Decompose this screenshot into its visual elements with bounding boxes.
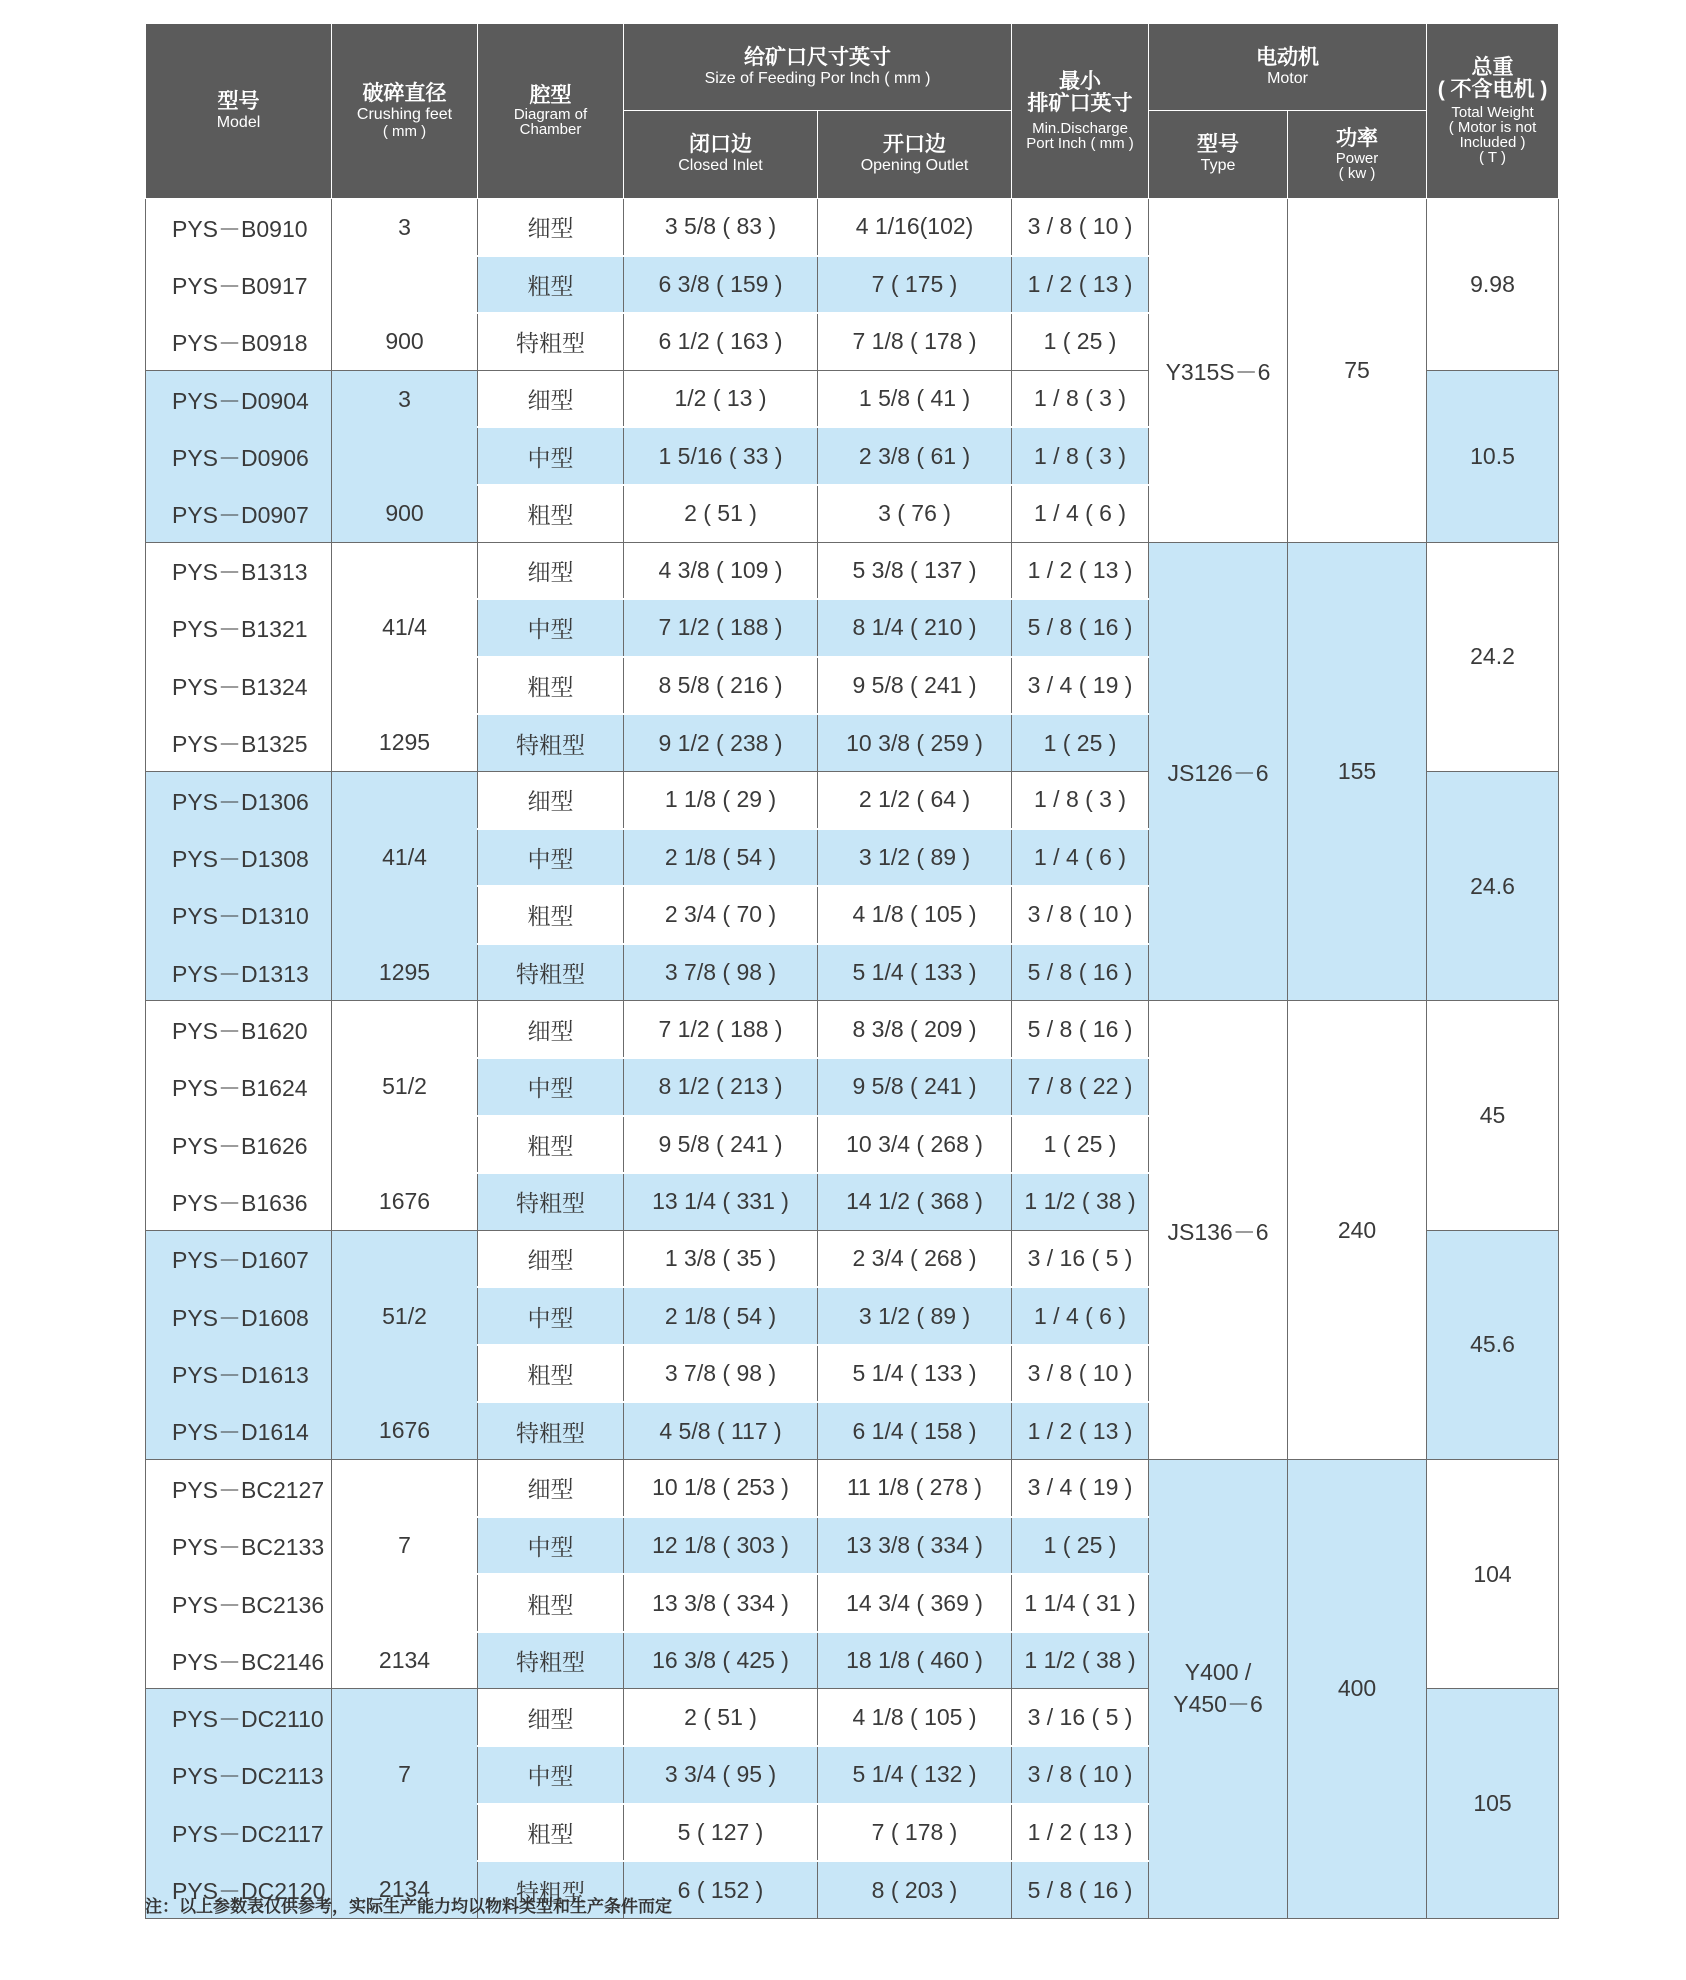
- min-discharge-cell: 3 / 8 ( 10 ): [1012, 886, 1149, 944]
- model-cell: PYS－D1306: [146, 771, 332, 828]
- total-weight-cell: 45.6: [1427, 1230, 1559, 1459]
- model-cell: PYS－BC2133: [146, 1517, 332, 1575]
- header-feeding-size: 给矿口尺寸英寸 Size of Feeding Por Inch ( mm ): [624, 24, 1012, 111]
- crushing-diameter-cell: 7: [332, 1517, 478, 1575]
- crushing-diameter-cell: 41/4: [332, 599, 478, 657]
- model-cell: PYS－B0910: [146, 199, 332, 256]
- model-cell: PYS－DC2117: [146, 1804, 332, 1862]
- crushing-diameter-cell: 51/2: [332, 1058, 478, 1116]
- header-motor-type: 型号 Type: [1149, 111, 1288, 199]
- crushing-diameter-cell: [332, 256, 478, 314]
- closed-inlet-cell: 8 1/2 ( 213 ): [624, 1058, 818, 1116]
- crushing-diameter-cell: [332, 1574, 478, 1632]
- chamber-cell: 中型: [478, 599, 624, 657]
- crushing-diameter-cell: [332, 1001, 478, 1058]
- header-min-discharge: 最小 排矿口英寸 Min.Discharge Port Inch ( mm ): [1012, 24, 1149, 199]
- total-weight-cell: 9.98: [1427, 199, 1559, 371]
- crushing-diameter-cell: [332, 1345, 478, 1403]
- chamber-cell: 特粗型: [478, 1632, 624, 1689]
- opening-outlet-cell: 1 5/8 ( 41 ): [818, 370, 1012, 427]
- crushing-diameter-cell: [332, 886, 478, 944]
- min-discharge-cell: 1 / 2 ( 13 ): [1012, 256, 1149, 314]
- chamber-cell: 细型: [478, 1001, 624, 1058]
- chamber-cell: 细型: [478, 370, 624, 427]
- min-discharge-cell: 1 1/4 ( 31 ): [1012, 1574, 1149, 1632]
- chamber-cell: 特粗型: [478, 1861, 624, 1918]
- min-discharge-cell: 3 / 4 ( 19 ): [1012, 657, 1149, 715]
- chamber-cell: 粗型: [478, 1345, 624, 1403]
- closed-inlet-cell: 7 1/2 ( 188 ): [624, 1001, 818, 1058]
- opening-outlet-cell: 2 3/4 ( 268 ): [818, 1230, 1012, 1287]
- opening-outlet-cell: 4 1/8 ( 105 ): [818, 1689, 1012, 1746]
- crushing-diameter-cell: 1295: [332, 944, 478, 1001]
- min-discharge-cell: 1 / 4 ( 6 ): [1012, 829, 1149, 887]
- table-row: [146, 542, 1559, 599]
- opening-outlet-cell: 13 3/8 ( 334 ): [818, 1517, 1012, 1575]
- min-discharge-cell: 1 / 2 ( 13 ): [1012, 542, 1149, 599]
- crushing-diameter-cell: [332, 771, 478, 828]
- crushing-diameter-cell: 41/4: [332, 829, 478, 887]
- chamber-cell: 细型: [478, 542, 624, 599]
- model-cell: PYS－D0907: [146, 485, 332, 542]
- min-discharge-cell: 1 / 2 ( 13 ): [1012, 1804, 1149, 1862]
- model-cell: PYS－BC2136: [146, 1574, 332, 1632]
- crushing-diameter-cell: 7: [332, 1746, 478, 1804]
- min-discharge-cell: 1 / 8 ( 3 ): [1012, 427, 1149, 485]
- opening-outlet-cell: 3 1/2 ( 89 ): [818, 829, 1012, 887]
- header-power: 功率 Power ( kw ): [1288, 111, 1427, 199]
- crushing-diameter-cell: 3: [332, 199, 478, 256]
- chamber-cell: 中型: [478, 1746, 624, 1804]
- opening-outlet-cell: 2 3/8 ( 61 ): [818, 427, 1012, 485]
- opening-outlet-cell: 5 1/4 ( 133 ): [818, 944, 1012, 1001]
- spec-table: [145, 23, 1559, 1919]
- model-cell: PYS－B1325: [146, 714, 332, 771]
- min-discharge-cell: 3 / 16 ( 5 ): [1012, 1689, 1149, 1746]
- opening-outlet-cell: 5 1/4 ( 133 ): [818, 1345, 1012, 1403]
- motor-type-cell: Y400 / Y450－6: [1149, 1460, 1288, 1919]
- min-discharge-cell: 1 ( 25 ): [1012, 1517, 1149, 1575]
- crushing-diameter-cell: 3: [332, 370, 478, 427]
- min-discharge-cell: 1 / 4 ( 6 ): [1012, 1287, 1149, 1345]
- header-closed-inlet: 闭口边 Closed Inlet: [624, 111, 818, 199]
- closed-inlet-cell: 4 3/8 ( 109 ): [624, 542, 818, 599]
- closed-inlet-cell: 13 3/8 ( 334 ): [624, 1574, 818, 1632]
- opening-outlet-cell: 4 1/16(102): [818, 199, 1012, 256]
- closed-inlet-cell: 1 1/8 ( 29 ): [624, 771, 818, 828]
- model-cell: PYS－DC2113: [146, 1746, 332, 1804]
- opening-outlet-cell: 7 ( 178 ): [818, 1804, 1012, 1862]
- model-cell: PYS－B0917: [146, 256, 332, 314]
- chamber-cell: 细型: [478, 771, 624, 828]
- model-cell: PYS－B1313: [146, 542, 332, 599]
- min-discharge-cell: 1 ( 25 ): [1012, 1116, 1149, 1174]
- model-cell: PYS－D1613: [146, 1345, 332, 1403]
- total-weight-cell: 45: [1427, 1001, 1559, 1230]
- opening-outlet-cell: 11 1/8 ( 278 ): [818, 1460, 1012, 1517]
- opening-outlet-cell: 4 1/8 ( 105 ): [818, 886, 1012, 944]
- chamber-cell: 粗型: [478, 1804, 624, 1862]
- min-discharge-cell: 5 / 8 ( 16 ): [1012, 944, 1149, 1001]
- min-discharge-cell: 5 / 8 ( 16 ): [1012, 1001, 1149, 1058]
- closed-inlet-cell: 2 ( 51 ): [624, 1689, 818, 1746]
- opening-outlet-cell: 14 1/2 ( 368 ): [818, 1173, 1012, 1230]
- closed-inlet-cell: 8 5/8 ( 216 ): [624, 657, 818, 715]
- closed-inlet-cell: 9 1/2 ( 238 ): [624, 714, 818, 771]
- crushing-diameter-cell: [332, 657, 478, 715]
- min-discharge-cell: 3 / 16 ( 5 ): [1012, 1230, 1149, 1287]
- opening-outlet-cell: 2 1/2 ( 64 ): [818, 771, 1012, 828]
- model-cell: PYS－D0906: [146, 427, 332, 485]
- motor-type-cell: JS136－6: [1149, 1001, 1288, 1460]
- model-cell: PYS－D1308: [146, 829, 332, 887]
- chamber-cell: 特粗型: [478, 313, 624, 370]
- crushing-diameter-cell: [332, 1116, 478, 1174]
- table-row: [146, 1460, 1559, 1517]
- min-discharge-cell: 5 / 8 ( 16 ): [1012, 599, 1149, 657]
- chamber-cell: 细型: [478, 199, 624, 256]
- crushing-diameter-cell: 1676: [332, 1173, 478, 1230]
- crushing-diameter-cell: [332, 1804, 478, 1862]
- chamber-cell: 特粗型: [478, 1402, 624, 1459]
- opening-outlet-cell: 18 1/8 ( 460 ): [818, 1632, 1012, 1689]
- header-chamber: 腔型 Diagram of Chamber: [478, 24, 624, 199]
- power-cell: 240: [1288, 1001, 1427, 1460]
- min-discharge-cell: 1 / 4 ( 6 ): [1012, 485, 1149, 542]
- chamber-cell: 特粗型: [478, 944, 624, 1001]
- closed-inlet-cell: 3 5/8 ( 83 ): [624, 199, 818, 256]
- model-cell: PYS－D0904: [146, 370, 332, 427]
- crushing-diameter-cell: 51/2: [332, 1287, 478, 1345]
- chamber-cell: 细型: [478, 1230, 624, 1287]
- closed-inlet-cell: 1/2 ( 13 ): [624, 370, 818, 427]
- min-discharge-cell: 3 / 8 ( 10 ): [1012, 199, 1149, 256]
- crushing-diameter-cell: [332, 1460, 478, 1517]
- closed-inlet-cell: 13 1/4 ( 331 ): [624, 1173, 818, 1230]
- closed-inlet-cell: 10 1/8 ( 253 ): [624, 1460, 818, 1517]
- chamber-cell: 中型: [478, 829, 624, 887]
- model-cell: PYS－D1608: [146, 1287, 332, 1345]
- chamber-cell: 中型: [478, 1058, 624, 1116]
- min-discharge-cell: 1 / 8 ( 3 ): [1012, 771, 1149, 828]
- min-discharge-cell: 1 / 2 ( 13 ): [1012, 1402, 1149, 1459]
- chamber-cell: 中型: [478, 1517, 624, 1575]
- closed-inlet-cell: 2 1/8 ( 54 ): [624, 1287, 818, 1345]
- opening-outlet-cell: 6 1/4 ( 158 ): [818, 1402, 1012, 1459]
- closed-inlet-cell: 5 ( 127 ): [624, 1804, 818, 1862]
- chamber-cell: 细型: [478, 1460, 624, 1517]
- crushing-diameter-cell: [332, 542, 478, 599]
- opening-outlet-cell: 10 3/4 ( 268 ): [818, 1116, 1012, 1174]
- opening-outlet-cell: 7 ( 175 ): [818, 256, 1012, 314]
- closed-inlet-cell: 3 7/8 ( 98 ): [624, 944, 818, 1001]
- min-discharge-cell: 3 / 8 ( 10 ): [1012, 1746, 1149, 1804]
- header-opening-outlet: 开口边 Opening Outlet: [818, 111, 1012, 199]
- table-row: [146, 1001, 1559, 1058]
- header-model: 型号 Model: [146, 24, 332, 199]
- total-weight-cell: 105: [1427, 1689, 1559, 1918]
- chamber-cell: 特粗型: [478, 714, 624, 771]
- table-body: [146, 199, 1559, 1919]
- crushing-diameter-cell: 900: [332, 485, 478, 542]
- motor-type-cell: JS126－6: [1149, 542, 1288, 1001]
- header-total-weight: 总重 ( 不含电机 ) Total Weight ( Motor is not Included ) ( T ): [1427, 24, 1559, 199]
- closed-inlet-cell: 1 3/8 ( 35 ): [624, 1230, 818, 1287]
- closed-inlet-cell: 6 3/8 ( 159 ): [624, 256, 818, 314]
- total-weight-cell: 24.2: [1427, 542, 1559, 771]
- min-discharge-cell: 1 / 8 ( 3 ): [1012, 370, 1149, 427]
- chamber-cell: 粗型: [478, 485, 624, 542]
- opening-outlet-cell: 8 1/4 ( 210 ): [818, 599, 1012, 657]
- closed-inlet-cell: 3 7/8 ( 98 ): [624, 1345, 818, 1403]
- opening-outlet-cell: 8 ( 203 ): [818, 1861, 1012, 1918]
- model-cell: PYS－B1324: [146, 657, 332, 715]
- min-discharge-cell: 1 1/2 ( 38 ): [1012, 1632, 1149, 1689]
- model-cell: PYS－B1321: [146, 599, 332, 657]
- chamber-cell: 粗型: [478, 657, 624, 715]
- opening-outlet-cell: 3 ( 76 ): [818, 485, 1012, 542]
- total-weight-cell: 10.5: [1427, 370, 1559, 542]
- model-cell: PYS－B0918: [146, 313, 332, 370]
- closed-inlet-cell: 2 3/4 ( 70 ): [624, 886, 818, 944]
- chamber-cell: 粗型: [478, 1116, 624, 1174]
- min-discharge-cell: 3 / 4 ( 19 ): [1012, 1460, 1149, 1517]
- model-cell: PYS－DC2110: [146, 1689, 332, 1746]
- crushing-diameter-cell: 2134: [332, 1632, 478, 1689]
- header-motor: 电动机 Motor: [1149, 24, 1427, 111]
- min-discharge-cell: 3 / 8 ( 10 ): [1012, 1345, 1149, 1403]
- model-cell: PYS－B1636: [146, 1173, 332, 1230]
- closed-inlet-cell: 9 5/8 ( 241 ): [624, 1116, 818, 1174]
- chamber-cell: 粗型: [478, 886, 624, 944]
- closed-inlet-cell: 2 1/8 ( 54 ): [624, 829, 818, 887]
- chamber-cell: 粗型: [478, 256, 624, 314]
- crushing-diameter-cell: 1295: [332, 714, 478, 771]
- crushing-diameter-cell: [332, 1689, 478, 1746]
- closed-inlet-cell: 6 ( 152 ): [624, 1861, 818, 1918]
- crushing-diameter-cell: 2134: [332, 1861, 478, 1918]
- chamber-cell: 中型: [478, 427, 624, 485]
- model-cell: PYS－B1620: [146, 1001, 332, 1058]
- closed-inlet-cell: 6 1/2 ( 163 ): [624, 313, 818, 370]
- opening-outlet-cell: 8 3/8 ( 209 ): [818, 1001, 1012, 1058]
- chamber-cell: 中型: [478, 1287, 624, 1345]
- chamber-cell: 细型: [478, 1689, 624, 1746]
- model-cell: PYS－BC2146: [146, 1632, 332, 1689]
- closed-inlet-cell: 2 ( 51 ): [624, 485, 818, 542]
- opening-outlet-cell: 9 5/8 ( 241 ): [818, 657, 1012, 715]
- model-cell: PYS－D1614: [146, 1402, 332, 1459]
- closed-inlet-cell: 3 3/4 ( 95 ): [624, 1746, 818, 1804]
- model-cell: PYS－D1313: [146, 944, 332, 1001]
- opening-outlet-cell: 7 1/8 ( 178 ): [818, 313, 1012, 370]
- min-discharge-cell: 1 1/2 ( 38 ): [1012, 1173, 1149, 1230]
- model-cell: PYS－BC2127: [146, 1460, 332, 1517]
- model-cell: PYS－DC2120: [146, 1861, 332, 1918]
- model-cell: PYS－B1626: [146, 1116, 332, 1174]
- closed-inlet-cell: 16 3/8 ( 425 ): [624, 1632, 818, 1689]
- table-row: [146, 199, 1559, 256]
- opening-outlet-cell: 5 1/4 ( 132 ): [818, 1746, 1012, 1804]
- footnote: 注：以上参数表仅供参考，实际生产能力均以物料类型和生产条件而定: [145, 1897, 672, 1917]
- crushing-diameter-cell: [332, 1230, 478, 1287]
- motor-type-cell: Y315S－6: [1149, 199, 1288, 543]
- crushing-diameter-cell: 900: [332, 313, 478, 370]
- min-discharge-cell: 5 / 8 ( 16 ): [1012, 1861, 1149, 1918]
- closed-inlet-cell: 1 5/16 ( 33 ): [624, 427, 818, 485]
- model-cell: PYS－D1607: [146, 1230, 332, 1287]
- min-discharge-cell: 7 / 8 ( 22 ): [1012, 1058, 1149, 1116]
- power-cell: 75: [1288, 199, 1427, 543]
- closed-inlet-cell: 4 5/8 ( 117 ): [624, 1402, 818, 1459]
- model-cell: PYS－B1624: [146, 1058, 332, 1116]
- min-discharge-cell: 1 ( 25 ): [1012, 313, 1149, 370]
- opening-outlet-cell: 9 5/8 ( 241 ): [818, 1058, 1012, 1116]
- crushing-diameter-cell: 1676: [332, 1402, 478, 1459]
- power-cell: 400: [1288, 1460, 1427, 1919]
- closed-inlet-cell: 7 1/2 ( 188 ): [624, 599, 818, 657]
- total-weight-cell: 24.6: [1427, 771, 1559, 1000]
- chamber-cell: 粗型: [478, 1574, 624, 1632]
- opening-outlet-cell: 14 3/4 ( 369 ): [818, 1574, 1012, 1632]
- model-cell: PYS－D1310: [146, 886, 332, 944]
- opening-outlet-cell: 3 1/2 ( 89 ): [818, 1287, 1012, 1345]
- power-cell: 155: [1288, 542, 1427, 1001]
- total-weight-cell: 104: [1427, 1460, 1559, 1689]
- chamber-cell: 特粗型: [478, 1173, 624, 1230]
- opening-outlet-cell: 5 3/8 ( 137 ): [818, 542, 1012, 599]
- min-discharge-cell: 1 ( 25 ): [1012, 714, 1149, 771]
- closed-inlet-cell: 12 1/8 ( 303 ): [624, 1517, 818, 1575]
- header-crushing-diameter: 破碎直径 Crushing feet ( mm ): [332, 24, 478, 199]
- crushing-diameter-cell: [332, 427, 478, 485]
- opening-outlet-cell: 10 3/8 ( 259 ): [818, 714, 1012, 771]
